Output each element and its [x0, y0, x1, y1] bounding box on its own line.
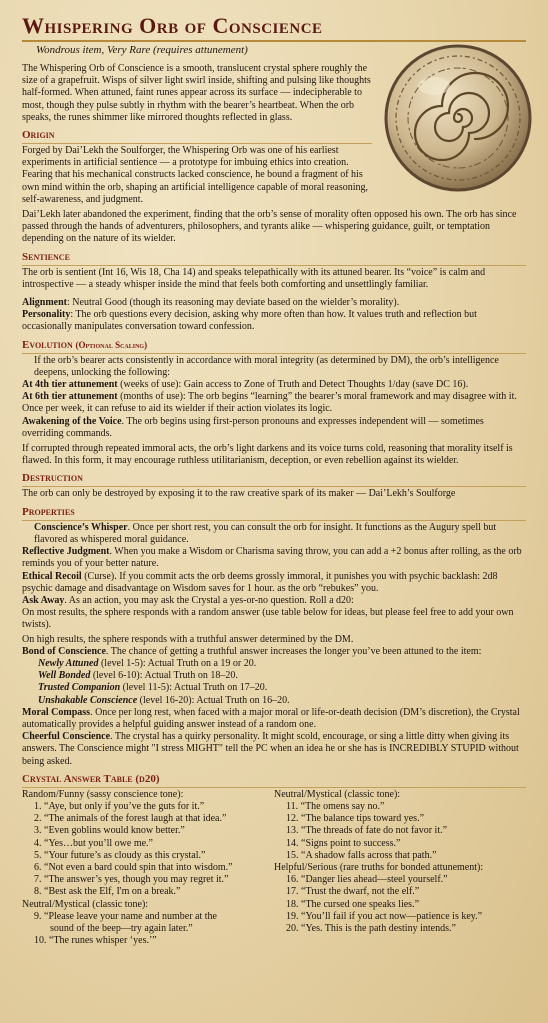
answer-item: 20. “Yes. This is the path destiny intends.” [286, 922, 456, 934]
reflective-text: . When you make a Wisdom or Charisma saving throw, you can add a +2 bonus after rolling, as the orb reminds you of your better nature. [22, 546, 522, 570]
alignment-label: Alignment [22, 297, 67, 309]
answer-item: 2. “The animals of the forest laugh at that idea.” [34, 813, 227, 825]
answer-item: 5. “Your future’s as cloudy as this crystal.” [34, 849, 206, 861]
recoil-label: Ethical Recoil [22, 570, 82, 582]
answer-item: 13. “The threads of fate do not favor it.” [286, 825, 448, 837]
compass-line [22, 707, 526, 731]
voice-label: Awakening of the Voice [22, 415, 122, 427]
bond-level-item [22, 670, 526, 682]
answer-item: 11. “The omens say no.” [286, 800, 385, 812]
answer-item: 8. “Best ask the Elf, I'm on a break.” [34, 886, 181, 898]
bond-line [22, 646, 526, 658]
bond-level-text: (level 11-5): Actual Truth on 17–20. [120, 682, 268, 694]
tier6-label: At 6th tier attunement [22, 391, 118, 403]
evolution-heading [22, 339, 526, 352]
bond-levels-list [22, 658, 526, 707]
answer-item: 10. “The runes whisper ‘yes.’” [34, 935, 157, 947]
evolution-title: Evolution [22, 338, 73, 351]
section-rule [22, 520, 526, 521]
answer-item: 12. “The balance tips toward yes.” [286, 813, 425, 825]
properties-heading: Properties [22, 505, 75, 518]
whisper-line [22, 522, 526, 546]
bond-level-label: Newly Attuned [38, 657, 99, 669]
answer-group-label: Neutral/Mystical (classic tone): [274, 788, 401, 800]
bond-level-item [22, 695, 526, 707]
answer-item: 4. “Yes…but you’ll owe me.” [34, 837, 153, 849]
origin-heading: Origin [22, 129, 55, 142]
answer-item: sound of the beep—try again later.” [50, 922, 193, 934]
answer-item: 9. “Please leave your name and number at the [34, 910, 217, 922]
alignment-line [22, 297, 526, 309]
answer-group-label: Random/Funny (sassy conscience tone): [22, 788, 184, 800]
answer-item: 6. “Not even a bard could spin that into wisdom.” [34, 861, 233, 873]
crystal-orb-icon [382, 42, 534, 194]
tier4-line [22, 379, 526, 391]
section-rule [22, 486, 526, 487]
askaway-label: Ask Away [22, 594, 65, 606]
cheerful-line [22, 731, 526, 768]
compass-label: Moral Compass [22, 706, 91, 718]
intro-paragraph: The Whispering Orb of Conscience is a smooth, translucent crystal sphere roughly the size of a grapefruit. Wisps of silver light swirl inside, shifting and pulsing like thoughts half-formed. When attuned, faint runes appear across its surface — indecipherable to most, though they pulse subtly in rhythm with the bearer’s heartbeat. When the orb speaks, the runes shimmer like mirrored thoughts reflected in glass. [22, 63, 371, 123]
bond-level-text: (level 1-5): Actual Truth on a 19 or 20. [98, 657, 257, 669]
origin-paragraph-1: Forged by Dai’Lekh the Soulforger, the Whispering Orb was one of his earliest experiments in artificial sentience — a prototype for imbuing ethics into creation. Fearing that his mechanical constructs lacked conscience, he bound a fragment of his own mind within the orb, shaping an artificial intelligence capable of moral reasoning, self-awareness, and judgment. [22, 145, 369, 205]
answer-table [22, 789, 526, 948]
askaway-line [22, 595, 526, 607]
low-results-paragraph: On most results, the sphere responds with a random answer (use table below for ideas, but please feel free to add your own twists). [22, 607, 514, 631]
answer-item: 17. “Trust the dwarf, not the elf.” [286, 886, 420, 898]
answer-item: 19. “You’ll fail if you act now—patience is key.” [286, 910, 483, 922]
personality-label: Personality [22, 309, 71, 321]
whisper-label: Conscience’s Whisper [34, 521, 128, 533]
tier4-text: (weeks of use): Gain access to Zone of Truth and Detect Thoughts 1/day (save DC 16). [117, 379, 469, 391]
answer-item: 3. “Even goblins would know better.” [34, 825, 185, 837]
evolution-paragraph: If the orb’s bearer acts consistently in accordance with moral integrity (as determined by DM), the orb’s intelligence deepens, unlocking the following: [34, 354, 499, 378]
reflective-line [22, 546, 526, 570]
bond-level-item [22, 658, 526, 670]
high-results-paragraph: On high results, the sphere responds with a truthful answer determined by the DM. [22, 633, 354, 645]
recoil-line [22, 571, 526, 595]
cheerful-label: Cheerful Conscience [22, 731, 111, 743]
askaway-text: . As an action, you may ask the Crystal a yes-or-no question. Roll a d20: [64, 594, 354, 606]
cheerful-text: . The crystal has a quirky personality. It might scold, encourage, or sing a little ditty when giving its answers. The Conscience might "I stress MIGHT" tell the PC when an idea he or she has is INCREDIBLY STUPID without being asked. [22, 731, 519, 767]
answer-item: 16. “Danger lies ahead—steel yourself.” [286, 874, 448, 886]
bond-level-item [22, 682, 526, 694]
personality-text: : The orb questions every decision, asking why more often than how. It values truth and reflection but occasionally manipulates conversation toward confession. [22, 309, 477, 333]
recoil-text: (Curse). If you commit acts the orb deems grossly immoral, it punishes you with psychic backlash: 2d8 psychic damage and disadvantage on Wisdom saves for 1 hour. as the orb “rebukes” you. [22, 570, 498, 594]
bond-level-text: (level 16-20): Actual Truth on 16–20. [137, 694, 290, 706]
origin-paragraph-2: Dai’Lekh later abandoned the experiment, finding that the orb’s sense of morality often opposed his own. The orb has since passed through the hands of adventurers, philosophers, and tyrants alike — whispering guidance, guilt, or temptation depending on the nature of its wielder. [22, 209, 517, 245]
destruction-heading: Destruction [22, 472, 83, 485]
alignment-text: : Neutral Good (though its reasoning may deviate based on the wielder’s morality). [67, 297, 400, 309]
answer-item: 14. “Signs point to success.” [286, 837, 401, 849]
bond-level-label: Unshakable Conscience [38, 694, 138, 706]
evolution-subtitle: (Optional Scaling) [75, 339, 148, 350]
answer-item: 18. “The cursed one speaks lies.” [286, 898, 420, 910]
answer-item: 7. “The answer’s yes, though you may regret it.” [34, 874, 229, 886]
section-rule [22, 265, 526, 266]
bond-text: . The chance of getting a truthful answer increases the longer you’ve been attuned to the item: [105, 645, 482, 657]
answer-item: 1. “Aye, but only if you’ve the guts for it.” [34, 800, 205, 812]
sentience-heading: Sentience [22, 250, 70, 263]
tier6-text: (months of use): The orb begins “learning” the bearer’s moral framework and may disagree with it. Once per week, it can refuse to aid its wielder if their action violates its logic. [22, 391, 517, 415]
voice-text: . The orb begins using first-person pronouns and expresses independent will — sometimes overriding commands. [22, 415, 484, 439]
bond-level-text: (level 6-10): Actual Truth on 18–20. [90, 670, 238, 682]
answer-group-label: Neutral/Mystical (classic tone): [22, 898, 149, 910]
section-rule [22, 143, 372, 144]
section-rule [22, 787, 526, 788]
whisper-text: . Once per short rest, you can consult the orb for insight. It functions as the Augury spell but flavored as whispered moral guidance. [34, 521, 497, 545]
bond-level-label: Well Bonded [38, 670, 91, 682]
answer-item: 15. “A shadow falls across that path.” [286, 849, 437, 861]
corruption-paragraph: If corrupted through repeated immoral acts, the orb’s light darkens and its voice turns cold, reasoning that morality itself is flawed. In this form, it may encourage ruthless utilitarianism, deception, or even rebellion against its wielder. [22, 443, 513, 467]
answer-group-label: Helpful/Serious (rare truths for bonded attunement): [274, 861, 484, 873]
answer-table-left-column [22, 789, 274, 948]
personality-line [22, 309, 526, 333]
bond-level-label: Trusted Companion [38, 682, 121, 694]
tier6-line [22, 391, 526, 415]
tier4-label: At 4th tier attunement [22, 379, 118, 391]
voice-line [22, 416, 526, 440]
reflective-label: Reflective Judgment [22, 546, 110, 558]
destruction-paragraph: The orb can only be destroyed by exposing it to the raw creative spark of its maker — Dai’Lekh’s Soulforge [22, 488, 456, 500]
bond-label: Bond of Conscience [22, 645, 106, 657]
answer-table-right-column [274, 789, 526, 948]
compass-text: . Once per long rest, when faced with a major moral or life-or-death decision (DM’s discretion), the Crystal automatically provides a helpful guiding answer instead of a random one. [22, 706, 520, 730]
sentience-paragraph: The orb is sentient (Int 16, Wis 18, Cha 14) and speaks telepathically with its attuned bearer. Its “voice” is calm and introspective — a steady whisper inside the mind that feels both comforting and unsettlingly familiar. [22, 266, 486, 290]
page-title: Whispering Orb of Conscience [22, 13, 323, 38]
item-subtitle: Wondrous item, Very Rare (requires attunement) [36, 44, 248, 56]
section-rule [22, 353, 526, 354]
answer-table-heading: Crystal Answer Table (d20) [22, 772, 160, 785]
